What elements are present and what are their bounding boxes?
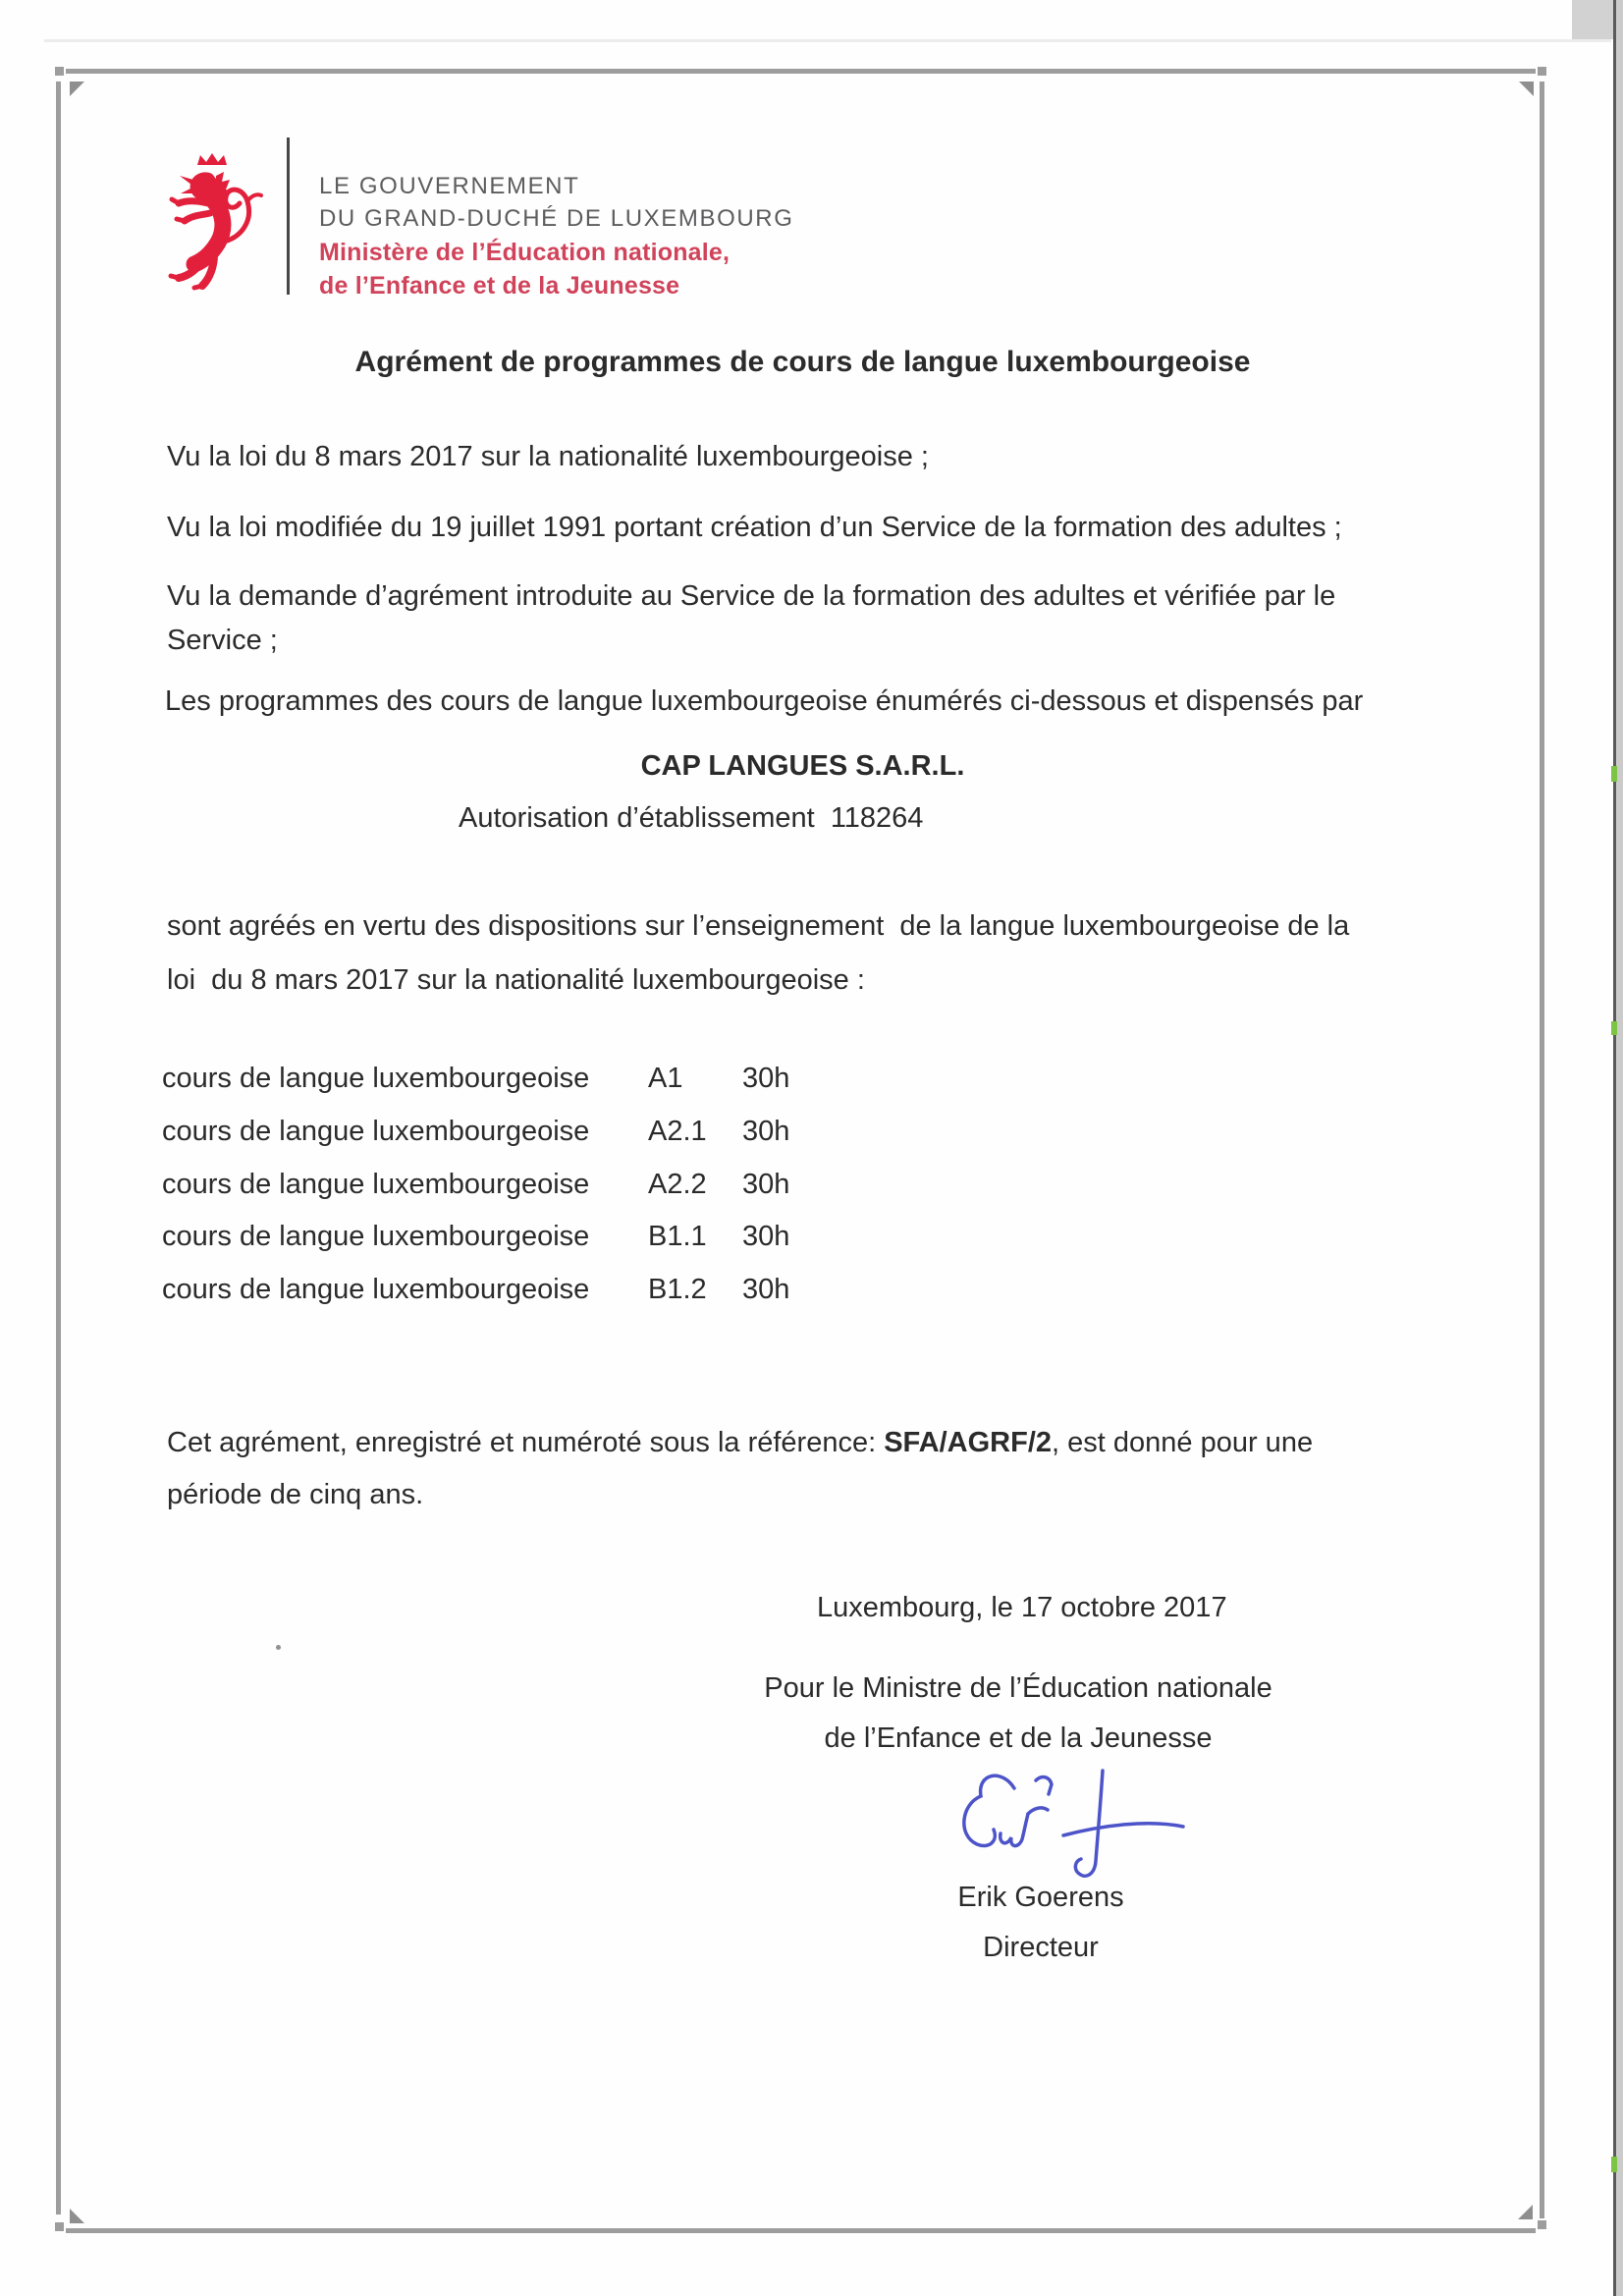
scan-speck-green-1: [1611, 766, 1617, 782]
course-level: A2.1: [648, 1116, 707, 1147]
scan-frame-corner-square-br: [1538, 2220, 1546, 2229]
course-hours: 30h: [742, 1063, 790, 1094]
organisation-name: CAP LANGUES S.A.R.L.: [640, 750, 965, 782]
scan-frame-corner-square-tl: [55, 67, 64, 76]
reference-code: SFA/AGRF/2: [884, 1427, 1053, 1458]
ministry-name-line1: Ministère de l’Éducation nationale,: [319, 239, 730, 266]
scan-frame-right-line: [1540, 82, 1544, 2218]
course-hours: 30h: [742, 1274, 790, 1305]
approval-line2: loi du 8 mars 2017 sur la nationalité luxembourgeoise :: [167, 964, 865, 996]
course-level: A1: [648, 1063, 683, 1094]
intro-line: Les programmes des cours de langue luxembourgeoise énumérés ci-dessous et dispensés par: [165, 685, 1364, 717]
corner-mark-bottom-left-icon: [70, 2209, 84, 2223]
government-name-line1: LE GOUVERNEMENT: [319, 173, 580, 199]
scan-frame-corner-square-tr: [1538, 67, 1546, 76]
reference-line2: période de cinq ans.: [167, 1479, 424, 1510]
course-hours: 30h: [742, 1221, 790, 1252]
scan-edge-line: [1613, 0, 1616, 2296]
course-name: cours de langue luxembourgeoise: [162, 1063, 590, 1094]
ministry-name-line2: de l’Enfance et de la Jeunesse: [319, 272, 680, 300]
signatory-title: Directeur: [983, 1932, 1099, 1963]
approval-line1: sont agréés en vertu des dispositions sur l’enseignement de la langue luxembourgeoise de la: [167, 910, 1350, 942]
corner-mark-top-right-icon: [1519, 82, 1534, 96]
authorisation-line: Autorisation d’établissement 118264: [459, 802, 924, 834]
course-level: B1.2: [648, 1274, 707, 1305]
recital-3-line2: Service ;: [167, 625, 278, 656]
recital-1: Vu la loi du 8 mars 2017 sur la nationalité luxembourgeoise ;: [167, 441, 929, 472]
scan-top-shadow: [44, 39, 1611, 42]
scan-edge-strip: [1616, 0, 1623, 2296]
signatory-intro-line1: Pour le Ministre de l’Éducation nationale: [764, 1672, 1272, 1704]
scan-speck-green-3: [1611, 2157, 1617, 2172]
scan-speck-green-2: [1611, 1021, 1617, 1035]
course-level: A2.2: [648, 1169, 707, 1200]
course-level: B1.1: [648, 1221, 707, 1252]
course-name: cours de langue luxembourgeoise: [162, 1221, 590, 1252]
reference-suffix: , est donné pour une: [1052, 1427, 1314, 1458]
reference-line1: [167, 1426, 1313, 1459]
scan-frame-corner-square-bl: [55, 2222, 64, 2231]
course-hours: 30h: [742, 1116, 790, 1147]
signatory-name: Erik Goerens: [957, 1882, 1124, 1913]
logo-separator: [287, 137, 290, 295]
scan-frame-top-line: [66, 69, 1536, 74]
corner-mark-bottom-right-icon: [1518, 2205, 1533, 2219]
recital-3-line1: Vu la demande d’agrément introduite au Service de la formation des adultes et vérifiée par le: [167, 580, 1336, 612]
reference-prefix: Cet agrément, enregistré et numéroté sous la référence:: [167, 1427, 885, 1458]
course-name: cours de langue luxembourgeoise: [162, 1169, 590, 1200]
handwritten-signature-icon: [938, 1763, 1203, 1900]
scan-frame-left-line: [56, 82, 61, 2214]
place-date: Luxembourg, le 17 octobre 2017: [817, 1592, 1227, 1623]
course-hours: 30h: [742, 1169, 790, 1200]
signatory-intro-line2: de l’Enfance et de la Jeunesse: [824, 1722, 1213, 1754]
government-name-line2: DU GRAND-DUCHÉ DE LUXEMBOURG: [319, 205, 794, 232]
corner-mark-top-left-icon: [70, 82, 84, 96]
government-logo: [165, 152, 263, 295]
course-name: cours de langue luxembourgeoise: [162, 1274, 590, 1305]
luxembourg-lion-icon: [165, 152, 263, 295]
scan-dot-artifact: [276, 1645, 281, 1650]
document-title: Agrément de programmes de cours de langue luxembourgeoise: [354, 346, 1251, 378]
recital-2: Vu la loi modifiée du 19 juillet 1991 portant création d’un Service de la formation des adultes ;: [167, 512, 1342, 543]
scan-frame-bottom-line: [66, 2228, 1536, 2233]
course-name: cours de langue luxembourgeoise: [162, 1116, 590, 1147]
